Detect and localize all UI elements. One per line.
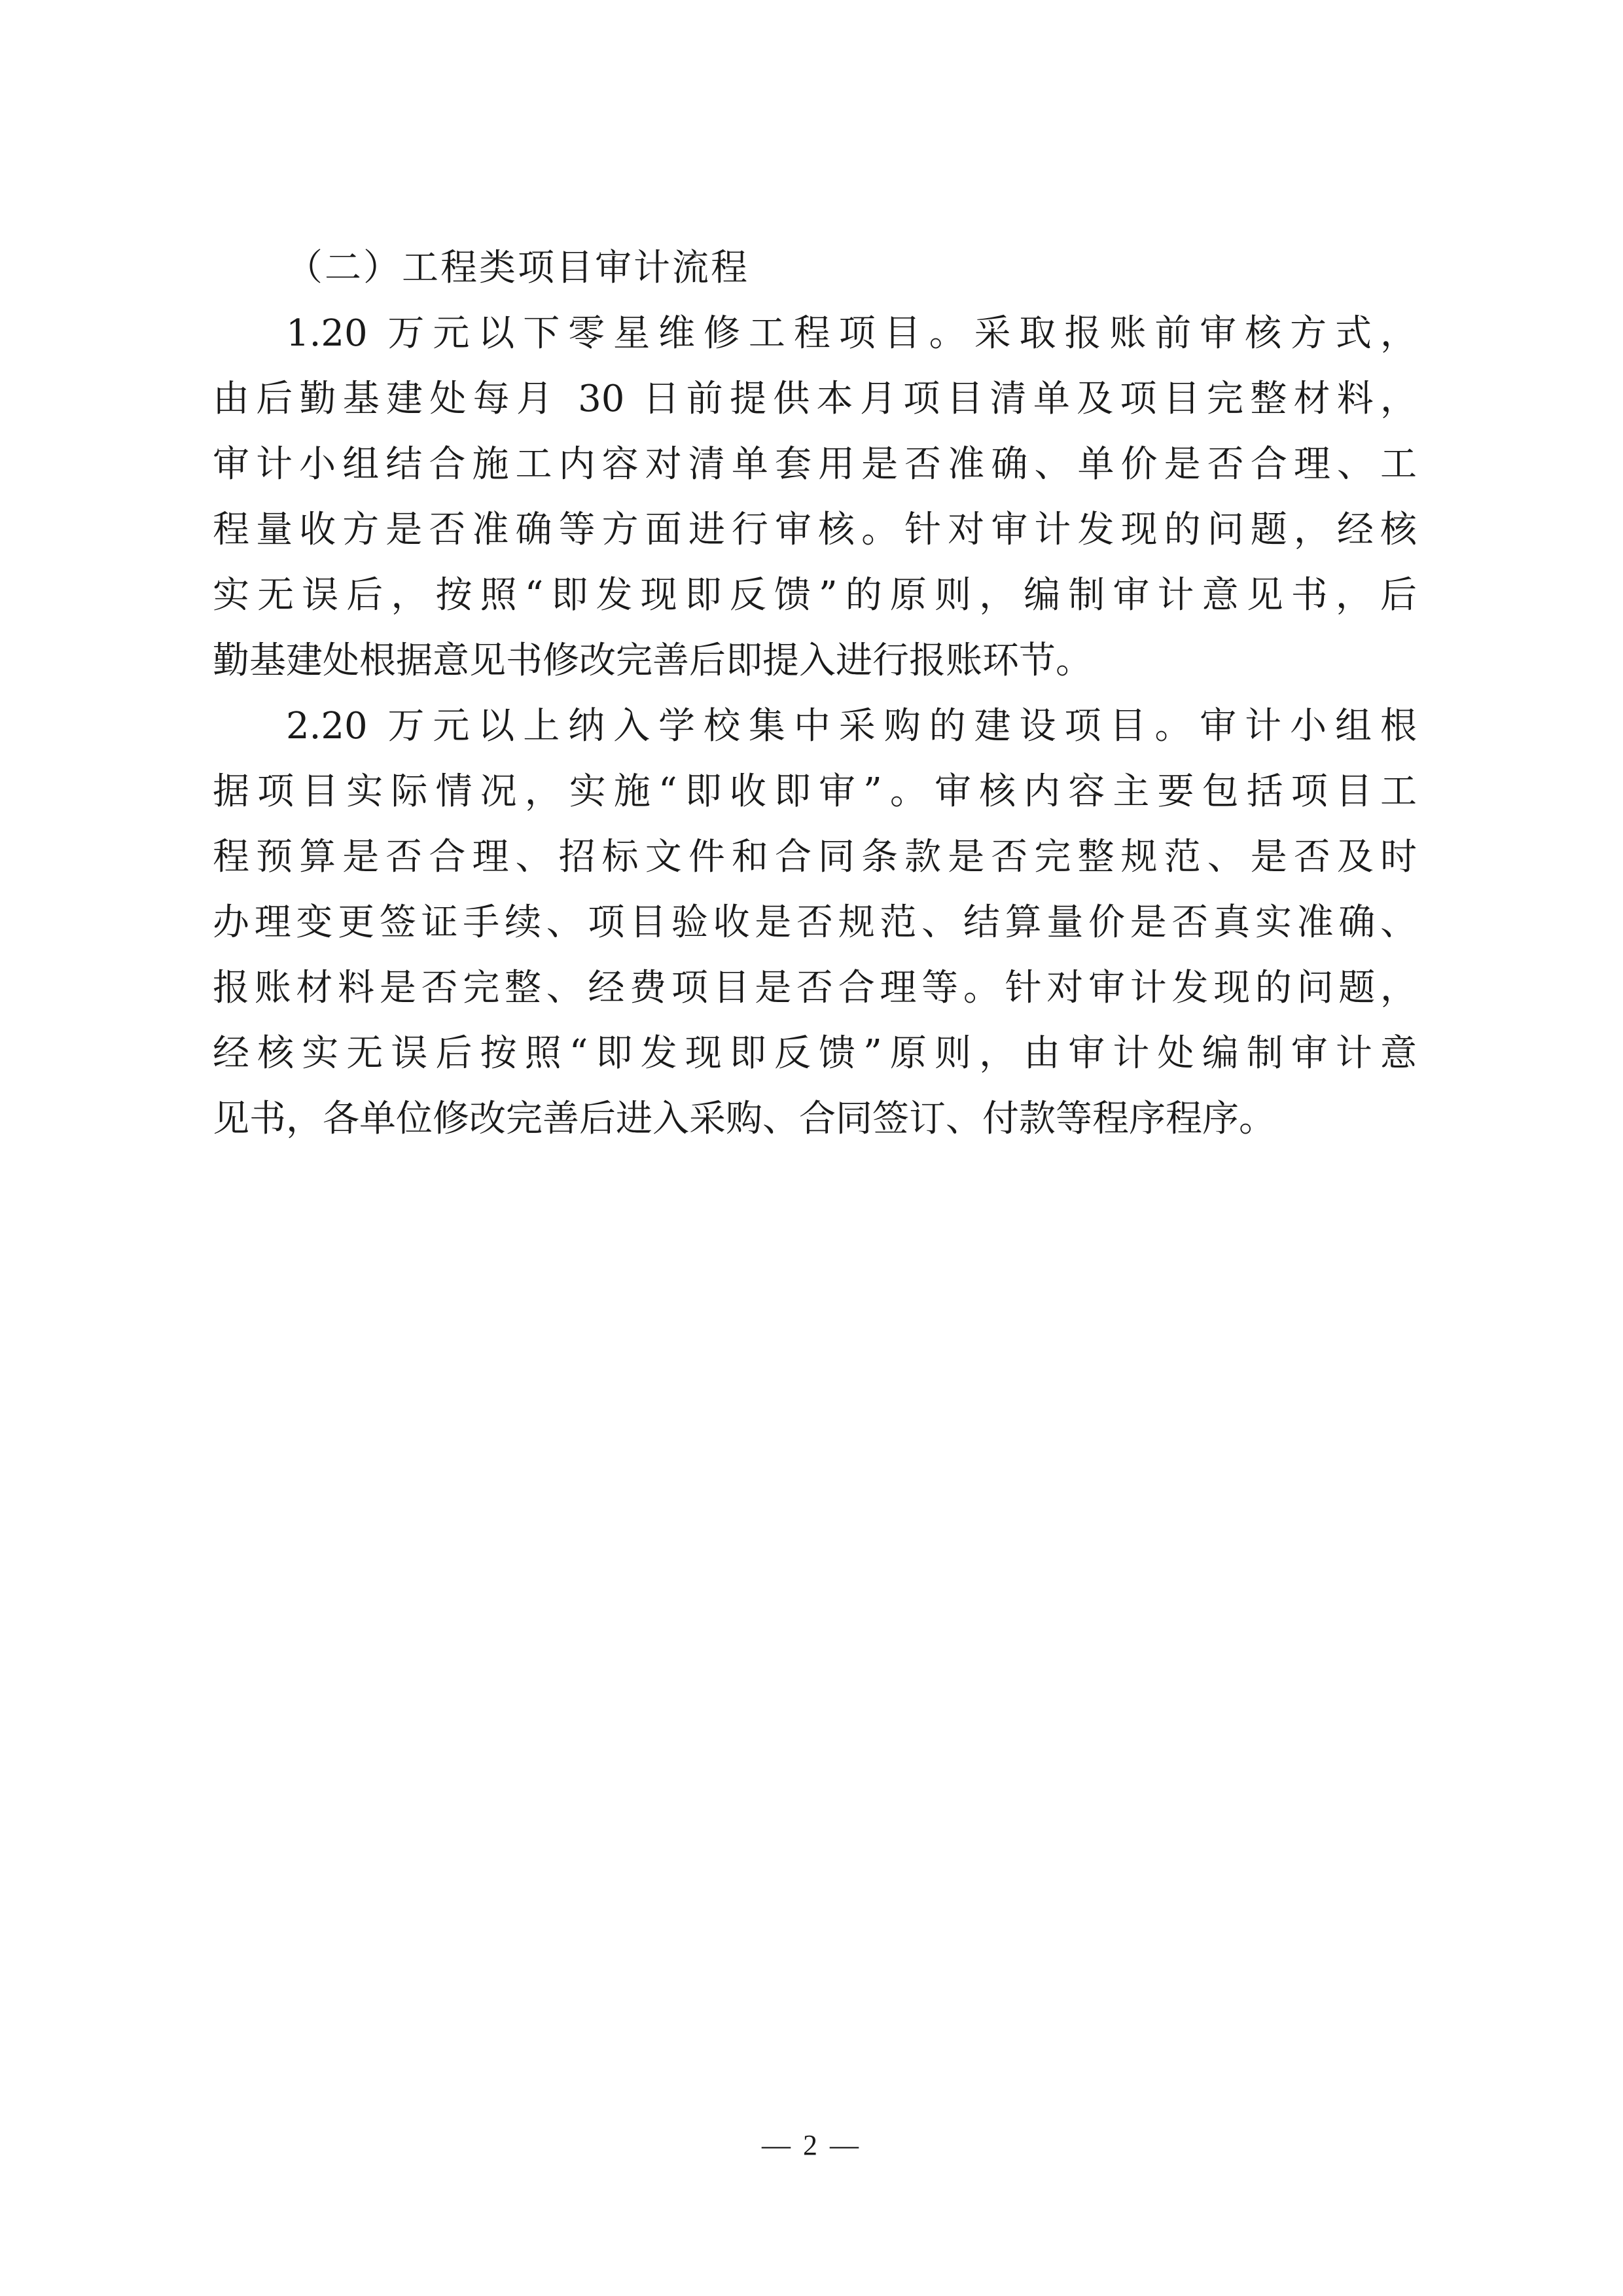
document-body (213, 236, 1417, 1152)
paragraph-line: 实无误后，按照“即发现即反馈”的原则，编制审计意见书，后 (213, 574, 1417, 617)
page-number: — 2 — (762, 2129, 861, 2161)
paragraph-line: 1.20 万元以下零星维修工程项目。采取报账前审核方式， (286, 312, 1417, 355)
paragraph-line: 程量收方是否准确等方面进行审核。针对审计发现的问题，经核 (213, 509, 1417, 551)
section-heading: （二）工程类项目审计流程 (286, 247, 749, 289)
paragraph-line: 报账材料是否完整、经费项目是否合理等。针对审计发现的问题， (213, 967, 1417, 1009)
paragraph-line: 2.20 万元以上纳入学校集中采购的建设项目。审计小组根 (286, 705, 1417, 747)
paragraph-line: 经核实无误后按照“即发现即反馈”原则，由审计处编制审计意 (213, 1032, 1417, 1075)
paragraph-2 (213, 694, 1417, 1152)
paragraph-line: 审计小组结合施工内容对清单套用是否准确、单价是否合理、工 (213, 443, 1417, 486)
paragraph-line: 由后勤基建处每月 30 日前提供本月项目清单及项目完整材料， (213, 378, 1417, 420)
paragraph-line: 办理变更签证手续、项目验收是否规范、结算量价是否真实准确、 (213, 901, 1417, 944)
paragraph-line: 据项目实际情况，实施“即收即审”。审核内容主要包括项目工 (213, 770, 1417, 813)
paragraph-line: 勤基建处根据意见书修改完善后即提入进行报账环节。 (213, 639, 1092, 682)
paragraph-line: 见书，各单位修改完善后进入采购、合同签订、付款等程序程序。 (213, 1098, 1275, 1140)
paragraph-line: 程预算是否合理、招标文件和合同条款是否完整规范、是否及时 (213, 836, 1417, 878)
paragraph-1 (213, 301, 1417, 694)
